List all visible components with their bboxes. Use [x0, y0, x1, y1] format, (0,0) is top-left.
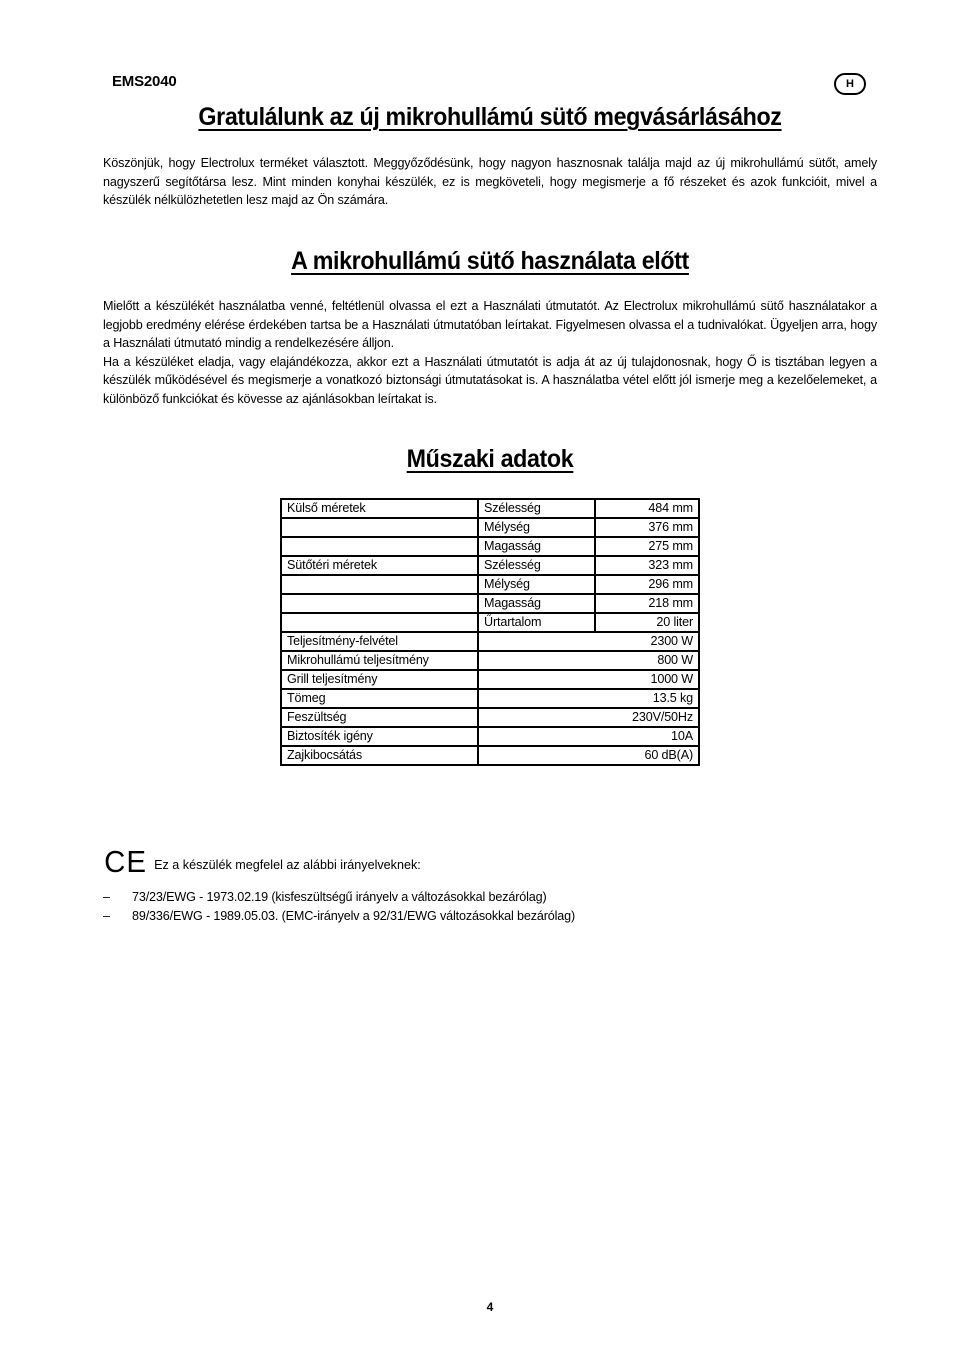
directive-text: 89/336/EWG - 1989.05.03. (EMC-irányelv a 92/31/EWG változásokkal bezárólag)	[132, 909, 576, 923]
ce-mark-icon: CE	[104, 844, 147, 879]
directive-text: 73/23/EWG - 1973.02.19 (kisfeszültségű irányelv a változásokkal bezárólag)	[132, 890, 547, 904]
table-row	[281, 689, 699, 708]
paragraph: Ha a készüléket eladja, vagy elajándékozza, akkor ezt a Használati útmutatót is adja át az új tulajdonosnak, hogy Ő is tisztában legyen a készülék működésével és megismerje a vonatkozó biztonsági útmutatásokat is. A használatba vétel előtt jól ismerje meg a kezelőelemeket, a különböző funkciókat és kövesse az ajánlásokban leírtakat is.	[103, 354, 877, 406]
spec-group-cell	[281, 613, 478, 632]
spec-value-cell: 323 mm	[595, 556, 699, 575]
table-row	[281, 708, 699, 727]
table-row	[281, 537, 699, 556]
spec-group-cell: Külső méretek	[281, 499, 478, 518]
spec-value-cell: 2300 W	[478, 632, 699, 651]
paragraph: Köszönjük, hogy Electrolux terméket választott. Meggyőződésünk, hogy nagyon hasznosnak találja majd az új mikrohullámú sütőt, amely nagyszerű segítőtársa lesz. Mint minden konyhai készülék, ez is megköveteli, hogy megismerje a fő részeket és azok funkcióit, mivel a készülék nélkülözhetetlen lesz majd az Ön számára.	[103, 156, 877, 207]
directive-item	[103, 890, 547, 904]
table-row	[281, 556, 699, 575]
spec-label-cell: Biztosíték igény	[281, 727, 478, 746]
section-title-technical-data: Műszaki adatok	[406, 445, 574, 473]
spec-value-cell: 230V/50Hz	[478, 708, 699, 727]
spec-value-cell: 218 mm	[595, 594, 699, 613]
spec-item-cell: Mélység	[478, 518, 595, 537]
table-row	[281, 518, 699, 537]
spec-label-cell: Feszültség	[281, 708, 478, 727]
page-number: 4	[486, 1300, 494, 1314]
spec-value-cell: 20 liter	[595, 613, 699, 632]
spec-item-cell: Űrtartalom	[478, 613, 595, 632]
spec-label-cell: Zajkibocsátás	[281, 746, 478, 765]
spec-label-cell: Mikrohullámú teljesítmény	[281, 651, 478, 670]
spec-value-cell: 10A	[478, 727, 699, 746]
section-body-before-use	[103, 297, 877, 408]
spec-value-cell: 60 dB(A)	[478, 746, 699, 765]
table-row	[281, 594, 699, 613]
table-row	[281, 575, 699, 594]
paragraph: Mielőtt a készülékét használatba venné, feltétlenül olvassa el ezt a Használati útmutatót. Az Electrolux mikrohullámú sütő használatakor a legjobb eredmény elérése érdekében tartsa be a Használati útmutatóban leírtakat. Figyelmesen olvassa el a tudnivalókat. Ügyeljen arra, hogy a Használati útmutató mindig a rendelkezésére álljon.	[103, 299, 877, 350]
language-badge: H	[834, 73, 866, 95]
table-row	[281, 632, 699, 651]
conformity-statement	[103, 844, 421, 879]
spec-item-cell: Szélesség	[478, 556, 595, 575]
model-number: EMS2040	[112, 73, 177, 90]
table-row	[281, 727, 699, 746]
spec-item-cell: Magasság	[478, 594, 595, 613]
table-row	[281, 746, 699, 765]
table-row	[281, 613, 699, 632]
spec-group-cell	[281, 537, 478, 556]
spec-item-cell: Szélesség	[478, 499, 595, 518]
table-row	[281, 670, 699, 689]
spec-value-cell: 296 mm	[595, 575, 699, 594]
spec-item-cell: Mélység	[478, 575, 595, 594]
section-body-congratulations	[103, 154, 877, 210]
spec-group-cell: Sütőtéri méretek	[281, 556, 478, 575]
conformity-intro: Ez a készülék megfelel az alábbi irányelveknek:	[154, 858, 421, 872]
directive-item	[103, 909, 575, 923]
table-row	[281, 651, 699, 670]
dash-bullet: –	[103, 890, 110, 904]
dash-bullet: –	[103, 909, 110, 923]
spec-label-cell: Teljesítmény-felvétel	[281, 632, 478, 651]
spec-group-cell	[281, 594, 478, 613]
spec-value-cell: 13.5 kg	[478, 689, 699, 708]
spec-value-cell: 1000 W	[478, 670, 699, 689]
section-title-congratulations: Gratulálunk az új mikrohullámú sütő megvásárlásához	[198, 103, 782, 131]
spec-item-cell: Magasság	[478, 537, 595, 556]
table-row	[281, 499, 699, 518]
spec-label-cell: Tömeg	[281, 689, 478, 708]
spec-value-cell: 275 mm	[595, 537, 699, 556]
spec-value-cell: 800 W	[478, 651, 699, 670]
spec-value-cell: 376 mm	[595, 518, 699, 537]
spec-group-cell	[281, 575, 478, 594]
spec-value-cell: 484 mm	[595, 499, 699, 518]
section-title-before-use: A mikrohullámú sütő használata előtt	[291, 247, 689, 275]
spec-group-cell	[281, 518, 478, 537]
specs-table	[280, 498, 700, 766]
spec-label-cell: Grill teljesítmény	[281, 670, 478, 689]
